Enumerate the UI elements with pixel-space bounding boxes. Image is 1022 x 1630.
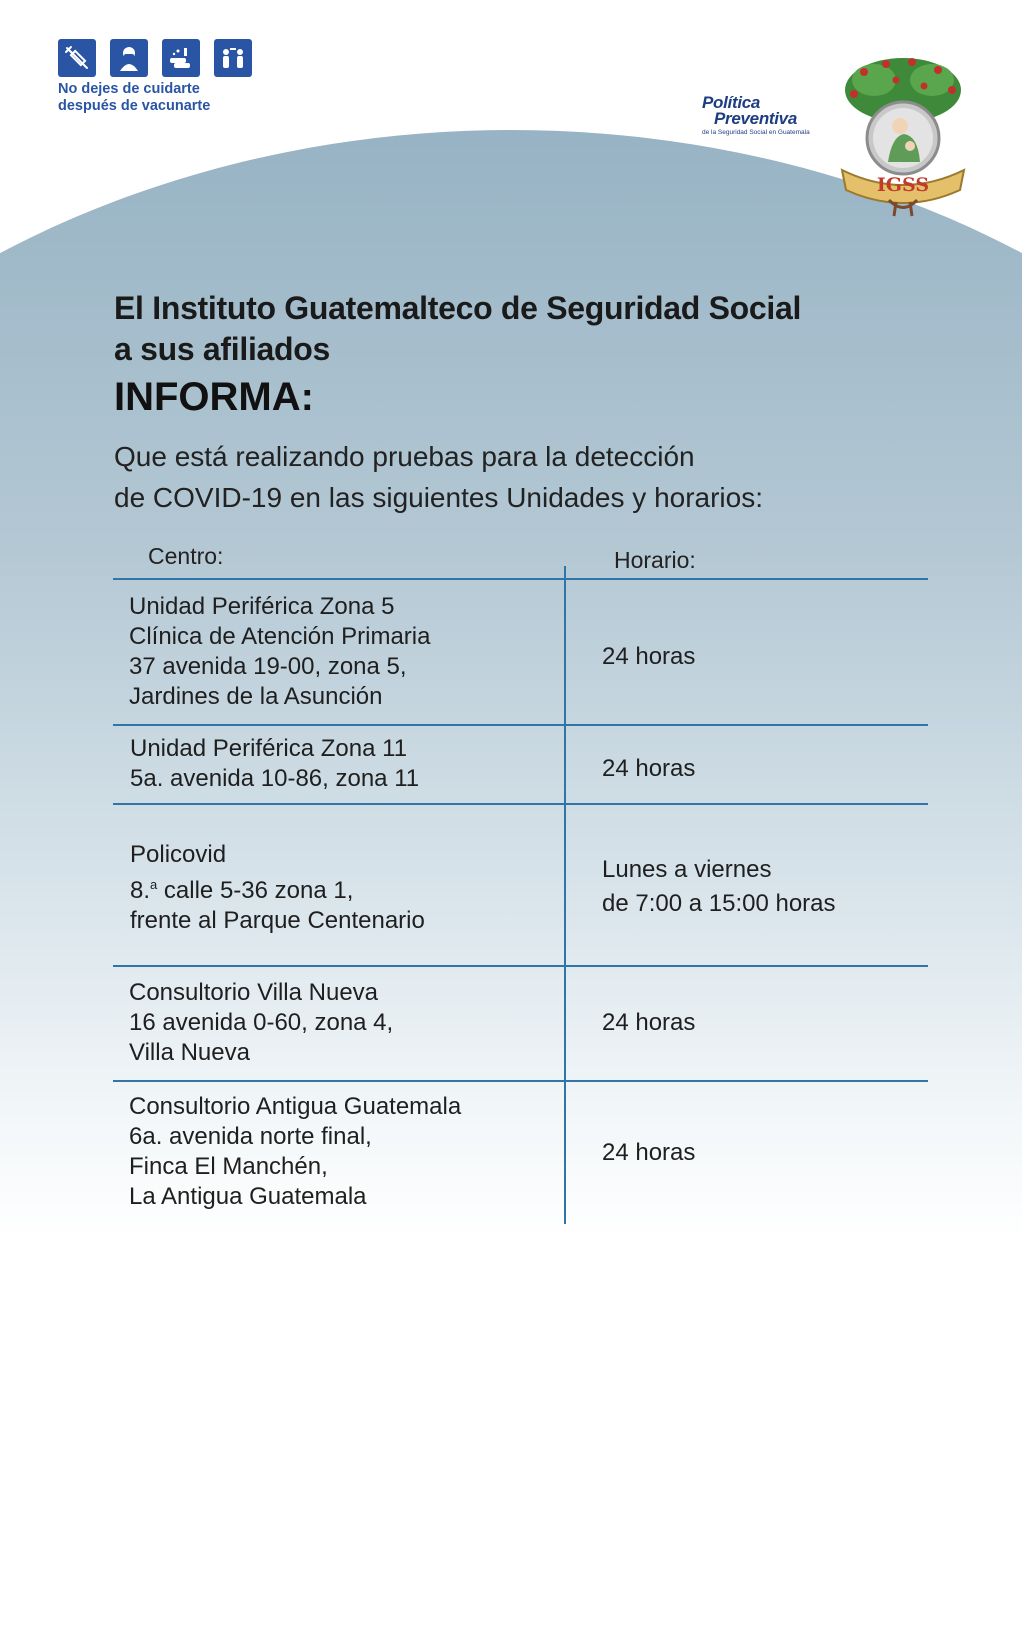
center-line: Finca El Manchén, <box>129 1153 328 1180</box>
caption-line-1: No dejes de cuidarte <box>58 81 200 97</box>
policy-logo-line-3: de la Seguridad Social en Guatemala <box>702 129 810 136</box>
column-header-schedule: Horario: <box>614 547 696 573</box>
center-line: Consultorio Antigua Guatemala <box>129 1093 462 1120</box>
prevention-caption <box>58 81 210 115</box>
table-divider <box>113 724 928 726</box>
caption-line-2: después de vacunarte <box>58 98 211 114</box>
intro-line-2: de COVID-19 en las siguientes Unidades y horarios: <box>114 482 764 513</box>
center-line: Policovid <box>130 841 227 868</box>
table-divider <box>113 578 928 580</box>
table-divider <box>113 1080 928 1082</box>
table-row-hours <box>602 752 695 786</box>
face-mask-icon <box>110 39 148 77</box>
address-suffix: calle 5-36 zona 1, <box>157 877 354 904</box>
center-line: Consultorio Villa Nueva <box>129 979 379 1006</box>
center-line: Unidad Periférica Zona 11 <box>130 735 408 762</box>
intro-line-1: Que está realizando pruebas para la detección <box>114 441 695 472</box>
table-row-center <box>129 592 430 712</box>
center-line: frente al Parque Centenario <box>130 907 425 934</box>
table-row-center <box>129 1092 461 1212</box>
intro-text <box>114 436 974 518</box>
table-row-center <box>130 840 425 936</box>
announcement-heading <box>114 288 801 370</box>
center-line: 37 avenida 19-00, zona 5, <box>129 653 407 680</box>
hours-line: 24 horas <box>602 643 696 670</box>
hours-line: Lunes a viernes <box>602 856 772 883</box>
igss-logo <box>834 50 972 218</box>
table-row-hours <box>602 853 836 921</box>
vaccine-syringe-icon <box>58 39 96 77</box>
center-line: Jardines de la Asunción <box>129 683 383 710</box>
center-line: 6a. avenida norte final, <box>129 1123 372 1150</box>
center-line <box>130 870 425 906</box>
hand-washing-icon <box>162 39 200 77</box>
table-row-hours <box>602 640 695 674</box>
igss-logo-text: IGSS <box>876 174 930 196</box>
social-distance-icon <box>214 39 252 77</box>
policy-logo-line-2: Preventiva <box>714 109 797 128</box>
ordinal-superscript: a <box>150 877 158 892</box>
heading-line-1: El Instituto Guatemalteco de Seguridad Social <box>114 290 802 326</box>
center-line: Unidad Periférica Zona 5 <box>129 593 395 620</box>
table-row-hours <box>602 1136 695 1170</box>
informa-title: INFORMA: <box>114 375 314 419</box>
center-line: 16 avenida 0-60, zona 4, <box>129 1009 394 1036</box>
table-row-center <box>130 734 419 794</box>
table-divider <box>113 803 928 805</box>
table-row-hours <box>602 1006 695 1040</box>
column-header-center: Centro: <box>148 543 224 569</box>
center-line: Clínica de Atención Primaria <box>129 623 431 650</box>
policy-logo-line-1: Política <box>702 93 761 112</box>
politica-preventiva-logo <box>702 95 817 136</box>
hours-line: 24 horas <box>602 1009 696 1036</box>
heading-line-2: a sus afiliados <box>114 331 331 367</box>
center-line: Villa Nueva <box>129 1039 250 1066</box>
hours-line: 24 horas <box>602 1139 696 1166</box>
table-column-divider <box>564 566 566 1224</box>
center-line: 5a. avenida 10-86, zona 11 <box>130 765 420 792</box>
center-line: La Antigua Guatemala <box>129 1183 367 1210</box>
prevention-icons <box>58 39 252 77</box>
address-prefix: 8. <box>130 877 151 904</box>
table-divider <box>113 965 928 967</box>
hours-line: 24 horas <box>602 755 696 782</box>
hours-line: de 7:00 a 15:00 horas <box>602 890 836 917</box>
table-row-center <box>129 978 393 1068</box>
